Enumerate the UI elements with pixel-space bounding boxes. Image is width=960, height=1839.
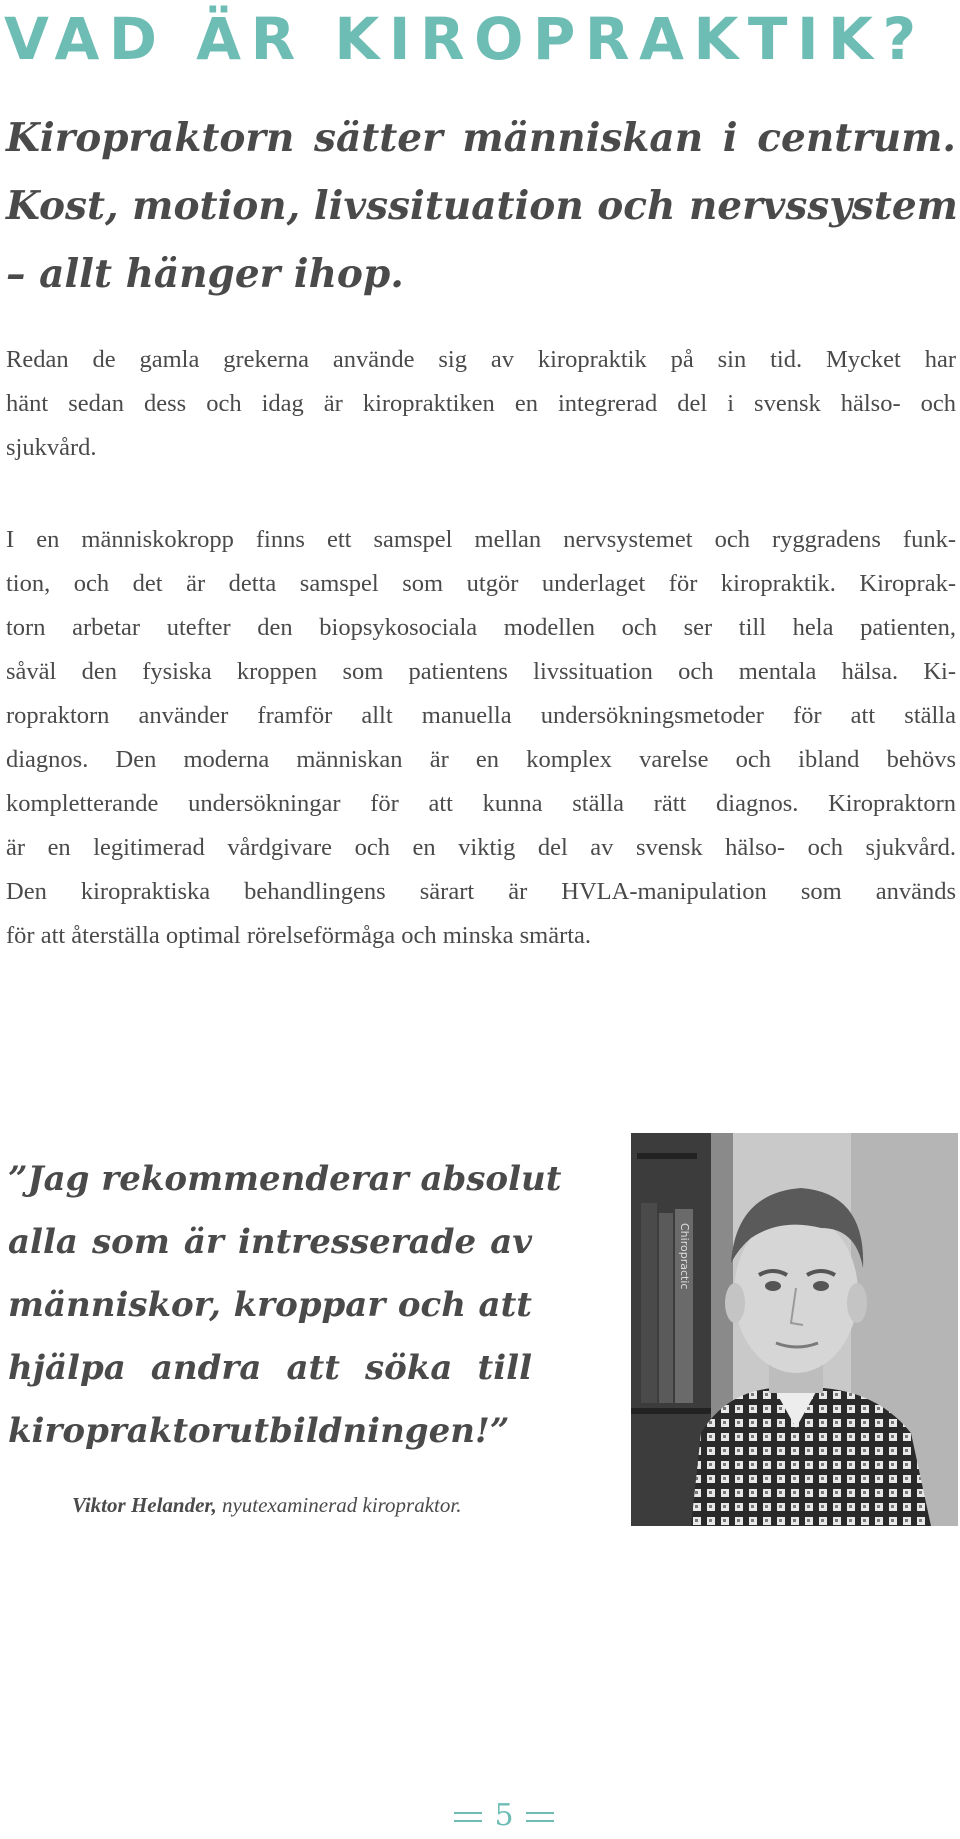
portrait-photo [631, 1133, 958, 1526]
page-heading: VAD ÄR KIROPRAKTIK? [4, 5, 926, 73]
text-line: är en legitimerad vårdgivare och en viktig del av svensk hälso- och sjukvård. [6, 834, 956, 861]
quote-line: alla som är intresserade av [8, 1222, 532, 1262]
quote-line: hjälpa andra att söka till [8, 1348, 532, 1388]
text-line: för att återställa optimal rörelseförmåga och minska smärta. [6, 922, 592, 949]
attribution-name: Viktor Helander, [72, 1493, 217, 1517]
page-number-value: 5 [494, 1798, 514, 1833]
lead-paragraph [6, 104, 956, 308]
lead-line: Kost, motion, livssituation och nervssystem [6, 183, 958, 229]
body-paragraph-2 [6, 518, 956, 958]
attribution-role: nyutexaminerad kiropraktor. [221, 1493, 462, 1517]
page-number-bar-left [454, 1812, 482, 1822]
text-line: kompletterande undersökningar för att kunna ställa rätt diagnos. Kiropraktorn [6, 790, 956, 817]
text-line: ropraktorn använder framför allt manuella undersökningsmetoder för att ställa [6, 702, 956, 729]
text-line: tion, och det är detta samspel som utgör underlaget för kiropraktik. Kiroprak- [6, 570, 956, 597]
page-number-bar-right [526, 1812, 554, 1822]
text-line: I en människokropp finns ett samspel mellan nervsystemet och ryggradens funk- [6, 526, 956, 553]
quote-attribution [72, 1490, 542, 1520]
text-line: Redan de gamla grekerna använde sig av kiropraktik på sin tid. Mycket har [6, 346, 956, 373]
text-line: hänt sedan dess och idag är kiropraktiken en integrerad del i svensk hälso- och [6, 390, 956, 417]
quote-line: kiropraktorutbildningen!” [8, 1411, 510, 1451]
book-spine-text: Chiropractic [678, 1223, 691, 1290]
body-paragraph-1 [6, 338, 956, 470]
pull-quote [8, 1148, 562, 1463]
quote-line: människor, kroppar och att [8, 1285, 532, 1325]
lead-line: – allt hänger ihop. [6, 251, 404, 297]
text-line: sjukvård. [6, 434, 97, 461]
quote-line: ”Jag rekommenderar absolut [8, 1159, 562, 1199]
text-line: diagnos. Den moderna människan är en komplex varelse och ibland behövs [6, 746, 956, 773]
text-line: Den kiropraktiska behandlingens särart är HVLA-manipulation som används [6, 878, 956, 905]
page-number [0, 1798, 960, 1834]
text-line: såväl den fysiska kroppen som patientens livssituation och mentala hälsa. Ki- [6, 658, 956, 685]
lead-line: Kiropraktorn sätter människan i centrum. [6, 115, 956, 161]
text-line: torn arbetar utefter den biopsykosociala modellen och ser till hela patienten, [6, 614, 956, 641]
